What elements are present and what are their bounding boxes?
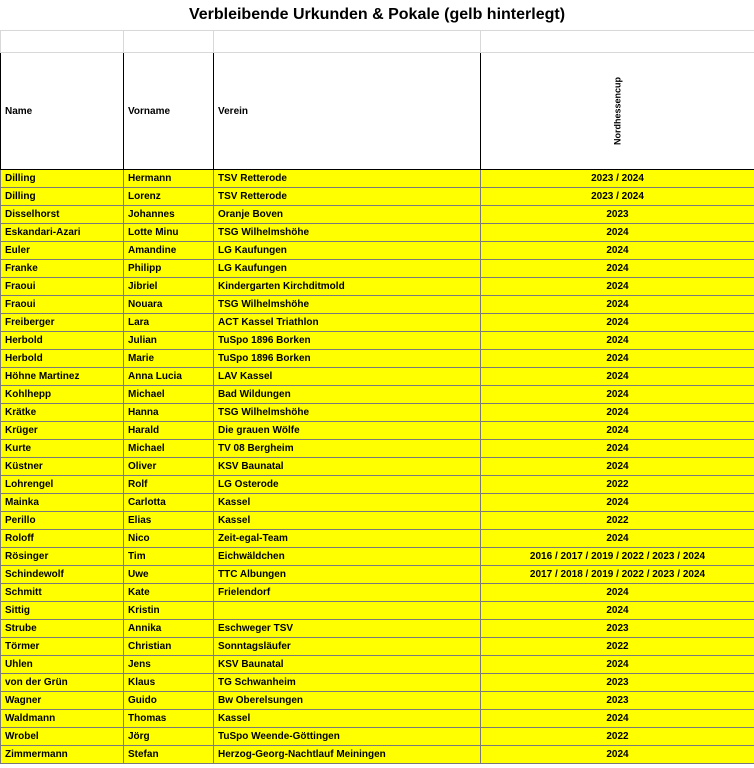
cell-vorname: Carlotta — [124, 494, 214, 512]
cell-cup: 2022 — [481, 476, 754, 494]
cell-cup: 2022 — [481, 728, 754, 746]
cell-verein: KSV Baunatal — [214, 656, 481, 674]
cell-vorname: Hermann — [124, 170, 214, 188]
table-row — [1, 278, 754, 296]
cell-name: Zimmermann — [1, 746, 124, 764]
table-row — [1, 350, 754, 368]
cell-vorname: Oliver — [124, 458, 214, 476]
header-cup — [481, 53, 754, 170]
cell-verein: Sonntagsläufer — [214, 638, 481, 656]
cell-vorname: Stefan — [124, 746, 214, 764]
cell-verein: Bad Wildungen — [214, 386, 481, 404]
cell-vorname: Jörg — [124, 728, 214, 746]
cell-verein: TuSpo Weende-Göttingen — [214, 728, 481, 746]
cell-vorname: Jens — [124, 656, 214, 674]
table-row — [1, 314, 754, 332]
table-row — [1, 584, 754, 602]
cell-name: Franke — [1, 260, 124, 278]
cell-verein: Bw Oberelsungen — [214, 692, 481, 710]
cell-verein: Kassel — [214, 710, 481, 728]
header-vorname: Vorname — [124, 53, 214, 170]
cell-name: Wagner — [1, 692, 124, 710]
cell-vorname: Julian — [124, 332, 214, 350]
blank-cell — [1, 31, 124, 53]
cell-cup: 2024 — [481, 296, 754, 314]
cell-vorname: Lotte Minu — [124, 224, 214, 242]
cell-vorname: Nico — [124, 530, 214, 548]
cell-name: Törmer — [1, 638, 124, 656]
cell-name: Fraoui — [1, 278, 124, 296]
cell-verein: TuSpo 1896 Borken — [214, 332, 481, 350]
cell-cup: 2024 — [481, 350, 754, 368]
cell-name: Rösinger — [1, 548, 124, 566]
table-row — [1, 728, 754, 746]
cell-name: Schmitt — [1, 584, 124, 602]
cell-name: Herbold — [1, 350, 124, 368]
table-row — [1, 494, 754, 512]
cell-cup: 2023 / 2024 — [481, 170, 754, 188]
cell-cup: 2024 — [481, 602, 754, 620]
cell-verein: KSV Baunatal — [214, 458, 481, 476]
table-row — [1, 692, 754, 710]
cell-name: Dilling — [1, 170, 124, 188]
cell-vorname: Kate — [124, 584, 214, 602]
cell-verein: TV 08 Bergheim — [214, 440, 481, 458]
cell-name: Disselhorst — [1, 206, 124, 224]
cell-cup: 2024 — [481, 224, 754, 242]
page-title: Verbleibende Urkunden & Pokale (gelb hinterlegt) — [188, 6, 566, 23]
table-row — [1, 602, 754, 620]
cell-vorname: Guido — [124, 692, 214, 710]
cell-cup: 2024 — [481, 710, 754, 728]
cell-verein: Kindergarten Kirchditmold — [214, 278, 481, 296]
cell-vorname: Hanna — [124, 404, 214, 422]
table-row — [1, 512, 754, 530]
cell-name: Mainka — [1, 494, 124, 512]
cell-vorname: Michael — [124, 440, 214, 458]
cell-cup: 2024 — [481, 242, 754, 260]
cell-vorname: Christian — [124, 638, 214, 656]
cell-name: Krätke — [1, 404, 124, 422]
table-row — [1, 674, 754, 692]
header-name: Name — [1, 53, 124, 170]
cell-name: Sittig — [1, 602, 124, 620]
table-row — [1, 332, 754, 350]
cell-cup: 2023 — [481, 620, 754, 638]
cell-verein: ACT Kassel Triathlon — [214, 314, 481, 332]
cell-cup: 2023 — [481, 692, 754, 710]
cell-cup: 2023 — [481, 206, 754, 224]
cell-vorname: Klaus — [124, 674, 214, 692]
cell-name: Euler — [1, 242, 124, 260]
cell-verein: LG Kaufungen — [214, 242, 481, 260]
table-row — [1, 440, 754, 458]
cell-name: Herbold — [1, 332, 124, 350]
cell-cup: 2024 — [481, 314, 754, 332]
cell-vorname: Tim — [124, 548, 214, 566]
cell-vorname: Thomas — [124, 710, 214, 728]
cell-cup: 2024 — [481, 278, 754, 296]
table-row — [1, 404, 754, 422]
table-row — [1, 296, 754, 314]
cell-verein: LG Kaufungen — [214, 260, 481, 278]
table-row — [1, 620, 754, 638]
cell-cup: 2024 — [481, 530, 754, 548]
cell-verein: Kassel — [214, 494, 481, 512]
cell-cup: 2017 / 2018 / 2019 / 2022 / 2023 / 2024 — [481, 566, 754, 584]
header-row — [1, 53, 754, 170]
cell-cup: 2024 — [481, 332, 754, 350]
blank-cell — [214, 31, 481, 53]
cell-name: Krüger — [1, 422, 124, 440]
table-row — [1, 656, 754, 674]
table-row — [1, 170, 754, 188]
table-row — [1, 242, 754, 260]
cell-cup: 2024 — [481, 260, 754, 278]
cell-verein: LG Osterode — [214, 476, 481, 494]
table-row — [1, 458, 754, 476]
cell-name: Uhlen — [1, 656, 124, 674]
blank-cell — [481, 31, 754, 53]
cell-vorname: Jibriel — [124, 278, 214, 296]
cell-name: Schindewolf — [1, 566, 124, 584]
cell-name: von der Grün — [1, 674, 124, 692]
cell-name: Wrobel — [1, 728, 124, 746]
cell-name: Waldmann — [1, 710, 124, 728]
cell-verein: Oranje Boven — [214, 206, 481, 224]
cell-cup: 2023 / 2024 — [481, 188, 754, 206]
cell-vorname: Amandine — [124, 242, 214, 260]
blank-cell — [124, 31, 214, 53]
header-cup-label: Nordhessencup — [612, 76, 622, 146]
cell-vorname: Lorenz — [124, 188, 214, 206]
cell-vorname: Annika — [124, 620, 214, 638]
cell-verein: Herzog-Georg-Nachtlauf Meiningen — [214, 746, 481, 764]
cell-name: Freiberger — [1, 314, 124, 332]
table-row — [1, 224, 754, 242]
cell-vorname: Uwe — [124, 566, 214, 584]
cell-verein: TSG Wilhelmshöhe — [214, 296, 481, 314]
table-row — [1, 188, 754, 206]
cell-cup: 2022 — [481, 638, 754, 656]
table-row — [1, 710, 754, 728]
cell-verein: TG Schwanheim — [214, 674, 481, 692]
cell-cup: 2022 — [481, 512, 754, 530]
header-verein: Verein — [214, 53, 481, 170]
cell-verein: Frielendorf — [214, 584, 481, 602]
table-row — [1, 206, 754, 224]
cell-cup: 2024 — [481, 584, 754, 602]
cell-cup: 2024 — [481, 386, 754, 404]
cell-verein: Eschweger TSV — [214, 620, 481, 638]
table-row — [1, 386, 754, 404]
cell-vorname: Kristin — [124, 602, 214, 620]
cell-cup: 2024 — [481, 656, 754, 674]
blank-row — [1, 31, 754, 53]
cell-vorname: Nouara — [124, 296, 214, 314]
cell-vorname: Philipp — [124, 260, 214, 278]
cell-verein: Eichwäldchen — [214, 548, 481, 566]
cell-verein: Zeit-egal-Team — [214, 530, 481, 548]
cell-cup: 2023 — [481, 674, 754, 692]
table-row — [1, 368, 754, 386]
cell-verein: Kassel — [214, 512, 481, 530]
cell-verein — [214, 602, 481, 620]
cell-name: Fraoui — [1, 296, 124, 314]
cell-name: Eskandari-Azari — [1, 224, 124, 242]
cell-name: Kurte — [1, 440, 124, 458]
cell-cup: 2016 / 2017 / 2019 / 2022 / 2023 / 2024 — [481, 548, 754, 566]
cell-vorname: Harald — [124, 422, 214, 440]
cell-vorname: Elias — [124, 512, 214, 530]
cell-verein: Die grauen Wölfe — [214, 422, 481, 440]
cell-vorname: Anna Lucia — [124, 368, 214, 386]
cell-cup: 2024 — [481, 746, 754, 764]
cell-name: Dilling — [1, 188, 124, 206]
cell-name: Küstner — [1, 458, 124, 476]
table-row — [1, 476, 754, 494]
table-row — [1, 530, 754, 548]
cell-name: Kohlhepp — [1, 386, 124, 404]
cell-vorname: Johannes — [124, 206, 214, 224]
cell-name: Roloff — [1, 530, 124, 548]
cell-vorname: Lara — [124, 314, 214, 332]
cell-cup: 2024 — [481, 368, 754, 386]
table-row — [1, 422, 754, 440]
cell-verein: TSG Wilhelmshöhe — [214, 404, 481, 422]
cell-cup: 2024 — [481, 404, 754, 422]
table-row — [1, 260, 754, 278]
cell-vorname: Marie — [124, 350, 214, 368]
cell-name: Perillo — [1, 512, 124, 530]
cell-verein: LAV Kassel — [214, 368, 481, 386]
cell-verein: TSV Retterode — [214, 170, 481, 188]
cell-name: Lohrengel — [1, 476, 124, 494]
table-row — [1, 746, 754, 764]
cell-name: Höhne Martinez — [1, 368, 124, 386]
table-row — [1, 566, 754, 584]
awards-table — [0, 30, 754, 764]
table-row — [1, 638, 754, 656]
cell-vorname: Michael — [124, 386, 214, 404]
cell-cup: 2024 — [481, 422, 754, 440]
cell-verein: TTC Albungen — [214, 566, 481, 584]
cell-verein: TuSpo 1896 Borken — [214, 350, 481, 368]
cell-verein: TSG Wilhelmshöhe — [214, 224, 481, 242]
cell-verein: TSV Retterode — [214, 188, 481, 206]
cell-cup: 2024 — [481, 458, 754, 476]
table-row — [1, 548, 754, 566]
cell-name: Strube — [1, 620, 124, 638]
cell-cup: 2024 — [481, 494, 754, 512]
cell-cup: 2024 — [481, 440, 754, 458]
cell-vorname: Rolf — [124, 476, 214, 494]
